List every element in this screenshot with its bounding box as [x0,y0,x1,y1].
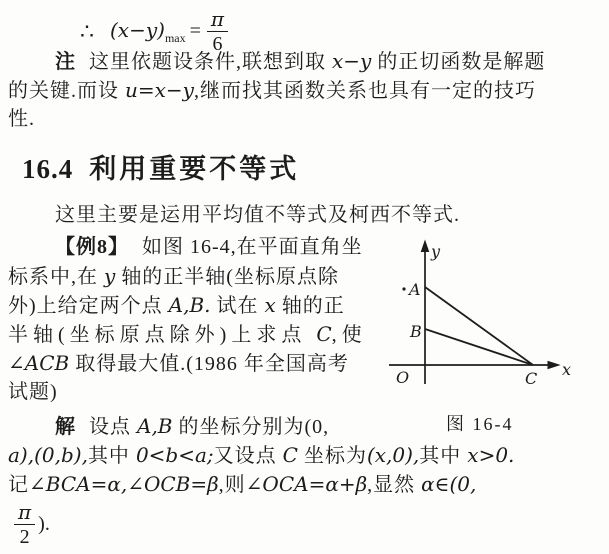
text-segment: 设点 [89,416,137,438]
note-label: 注 [55,51,76,73]
note-line-3 [8,105,35,134]
y-axis-label: y [431,242,441,261]
text-segment: 坐标为 [297,445,367,467]
text-segment: 的关键.而设 [8,80,125,102]
section-heading [22,147,299,186]
note-line-1 [8,47,545,77]
fraction-denominator: 2 [19,526,30,548]
fraction-numerator: π [207,8,228,32]
text-segment: α∈(0, [421,472,477,496]
y-axis-arrow-icon [421,241,428,252]
text-segment: 轴的正 [275,295,345,317]
example-label: 【例8】 [55,236,129,258]
text-segment: y [104,264,116,288]
solution-line-1 [8,412,329,442]
solution-line-2 [8,441,514,471]
text-segment: A,B [137,414,173,438]
note-line-1-text [89,51,545,73]
x-axis-arrow-icon [548,361,559,368]
text-segment: 0<b<a; [135,443,214,467]
segment-AC [425,287,533,365]
solution-label: 解 [55,416,76,438]
text-segment: 的正切函数是解题 [371,51,546,73]
text-segment: ,显然 [367,474,422,496]
text-segment: 标系中,在 [8,266,104,288]
segment-BC [425,329,533,365]
therefore-symbol: ∴ [80,18,94,44]
solution-line-4 [14,501,50,548]
text-segment: ∠BCA=α,∠OCB=β [29,472,219,496]
text-segment: x [264,293,276,317]
text-segment: 试题) [8,381,58,403]
point-A-dot [402,287,405,290]
text-segment: 这里依题设条件,联想到取 [89,51,332,73]
point-A-label: A [409,280,421,299]
text-segment: 如图 16-4,在平面直角坐 [142,236,363,258]
text-segment: 半轴(坐标原点除外)上求点 [8,324,317,346]
text-segment: ,使 [331,324,367,346]
intro-line [55,201,460,230]
example-line-4 [8,320,367,350]
text-segment: 取得最大值.(1986 年全国高考 [69,353,349,375]
text-segment: (x,0), [366,443,420,467]
example-line-1-text [142,236,363,258]
text-segment: x−y [332,49,372,73]
text-segment: ,则 [218,474,246,496]
text-segment: 试在 [210,295,265,317]
text-segment: C [282,443,298,467]
section-number: 16.4 [22,154,74,184]
text-segment: 又设点 [213,445,283,467]
formula-expression [110,18,186,46]
section-title: 利用重要不等式 [89,154,300,184]
text-segment: 性. [8,108,35,130]
example-line-3 [8,291,345,321]
example-line-1 [8,233,363,262]
text-segment: a),(0,b), [8,443,88,467]
example-line-6 [8,378,58,407]
text-segment: 其中 [419,445,468,467]
text-segment: x>0. [467,443,515,467]
text-segment: C [316,322,332,346]
text-segment: ∠OCA=α+β [245,472,368,496]
closing-paren: ). [38,513,50,535]
text-segment: 其中 [87,445,136,467]
text-segment: A,B. [168,293,211,317]
text-segment: 的坐标分别为(0, [172,416,330,438]
text-segment: ,继而找其函数关系也具有一定的技巧 [193,80,536,102]
text-segment: u=x−y [125,78,194,102]
fraction-denominator: 6 [212,33,223,55]
x-axis-label: x [562,360,572,379]
equals-sign: = [189,20,201,42]
text-segment: 这里主要是运用平均值不等式及柯西不等式. [55,204,460,226]
origin-label: O [396,368,410,387]
figure-caption: 图 16-4 [446,414,514,434]
example-line-5 [8,349,349,379]
figure-16-4 [385,238,609,404]
solution-line-3 [8,470,476,500]
point-B-label: B [410,322,422,341]
note-line-2 [8,76,536,106]
formula-expr-text: (x−y) [110,17,165,42]
formula-subscript-max: max [164,30,186,45]
text-segment: 记 [8,474,29,496]
fraction-numerator: π [14,501,35,525]
text-segment: 外)上给定两个点 [8,295,169,317]
text-segment: ∠ACB [8,351,70,375]
fraction-pi-over-2 [14,501,35,548]
point-C-label: C [525,369,538,388]
coordinate-diagram [385,238,609,398]
solution-line-1-text [89,416,329,438]
text-segment: 轴的正半轴(坐标原点除 [115,266,339,288]
example-line-2 [8,262,339,292]
